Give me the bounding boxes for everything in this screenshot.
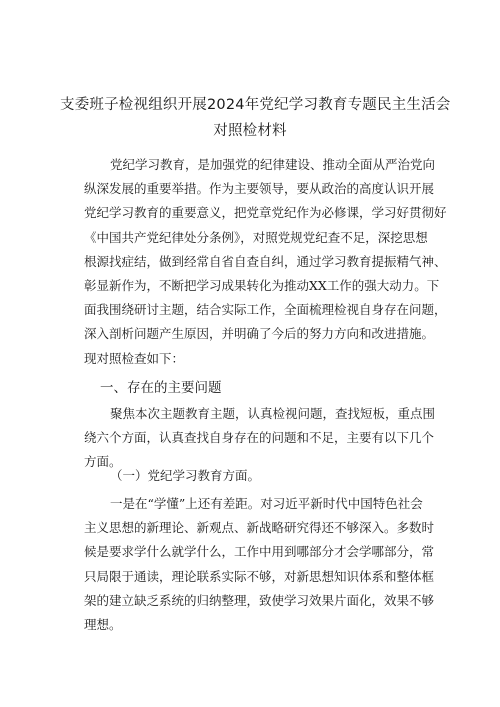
intro-line: 党纪学习教育，是加强党的纪律建设、推动全面从严治党向	[110, 157, 436, 172]
section-line: 绕六个方面，认真查找自身存在的问题和不足，主要有以下几个	[84, 430, 435, 446]
subsection-line: 候是要求学什么就学什么，工作中用到哪部分才会学哪部分，常	[84, 544, 435, 560]
subsection-paragraph	[84, 492, 435, 637]
subsection-line: 理想。	[84, 616, 122, 632]
document-title-line-2: 对照检材料	[213, 123, 287, 139]
subsection-line: 架的建立缺乏系统的归纳整理，致使学习效果片面化，效果不够	[84, 592, 435, 608]
intro-line: 深入剖析问题产生原因，并明确了今后的努力方向和改进措施。	[84, 326, 435, 342]
subsection-line: 一是在“学懂”上还有差距。对习近平新时代中国特色社会	[110, 496, 423, 511]
intro-line: 彰显新作为，不断把学习成果转化为推动XX工作的强大动力。下	[84, 277, 440, 293]
document-title-line-1: 支委班子检视组织开展2024年党纪学习教育专题民主生活会	[60, 97, 451, 113]
intro-line: 纵深发展的重要举措。作为主要领导，要从政治的高度认识开展	[84, 181, 435, 197]
intro-paragraph	[84, 153, 447, 371]
section-paragraph	[84, 402, 436, 475]
intro-line: 党纪学习教育的重要意义，把党章党纪作为必修课，学习好贯彻好	[84, 205, 447, 221]
intro-line: 根源找症结，做到经常自省自查自纠，通过学习教育提振精气神、	[84, 253, 447, 269]
subsection-heading: （一）党纪学习教育方面。	[110, 468, 261, 483]
section-heading: 一、存在的主要问题	[100, 380, 222, 396]
intro-line: 面我围绕研讨主题，结合实际工作，全面梳理检视自身存在问题，	[84, 302, 447, 318]
intro-line: 《中国共产党纪律处分条例》，对照党规党纪查不足，深挖思想	[84, 229, 428, 245]
subsection-line: 主义思想的新理论、新观点、新战略研究得还不够深入。多数时	[84, 520, 435, 536]
subsection-line: 只局限于通读，理论联系实际不够，对新思想知识体系和整体框	[84, 568, 435, 584]
section-line: 聚焦本次主题教育主题，认真检视问题，查找短板，重点围	[110, 406, 436, 421]
section-line: 方面。	[84, 454, 122, 470]
intro-line: 现对照检查如下：	[84, 350, 185, 366]
